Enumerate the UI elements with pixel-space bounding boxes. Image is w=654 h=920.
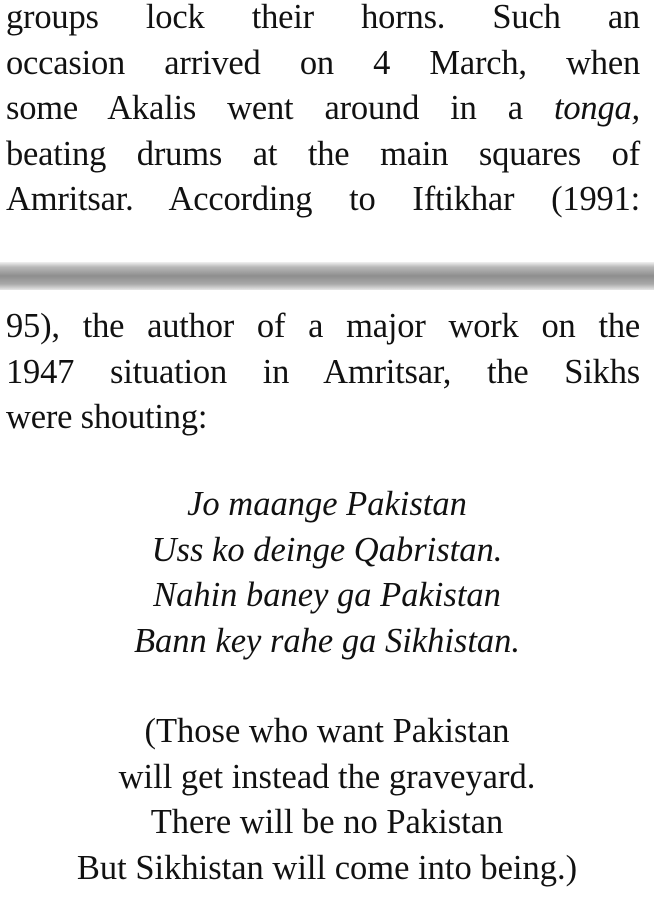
text-line: beating drums at the main squares of: [6, 134, 640, 173]
translation-line: There will be no Pakistan: [150, 803, 504, 841]
verse-line: Uss ko deinge Qabristan.: [151, 530, 503, 569]
text-line: groups lock their horns. Such an: [6, 0, 640, 36]
translation-line: (Those who want Pakistan: [144, 712, 510, 750]
text-line: Amritsar. According to Iftikhar (1991:: [6, 180, 640, 218]
verse-line: Nahin baney ga Pakistan: [153, 576, 501, 614]
page-separator: [0, 262, 654, 290]
page-bottom: [0, 290, 654, 920]
verse-line: Bann key rahe ga Sikhistan.: [133, 621, 521, 660]
text-line: 95), the author of a major work on the: [6, 307, 640, 345]
text-line: 1947 situation in Amritsar, the Sikhs: [6, 352, 640, 391]
page-top: [0, 0, 654, 262]
verse-block: [0, 482, 654, 664]
verse-line: Jo maange Pakistan: [187, 485, 467, 523]
translation-line: But Sikhistan will come into being.): [76, 848, 578, 887]
italic-word: tonga,: [553, 89, 640, 127]
bottom-paragraph: [6, 304, 640, 441]
top-paragraph: [6, 0, 640, 223]
text-line: occasion arrived on 4 March, when: [6, 43, 640, 82]
translation-block: [0, 709, 654, 891]
text-segment: some Akalis went around in a: [6, 89, 523, 127]
text-line-with-italic: [6, 86, 640, 132]
translation-line: will get instead the graveyard.: [118, 757, 536, 796]
text-line: were shouting:: [6, 398, 208, 436]
